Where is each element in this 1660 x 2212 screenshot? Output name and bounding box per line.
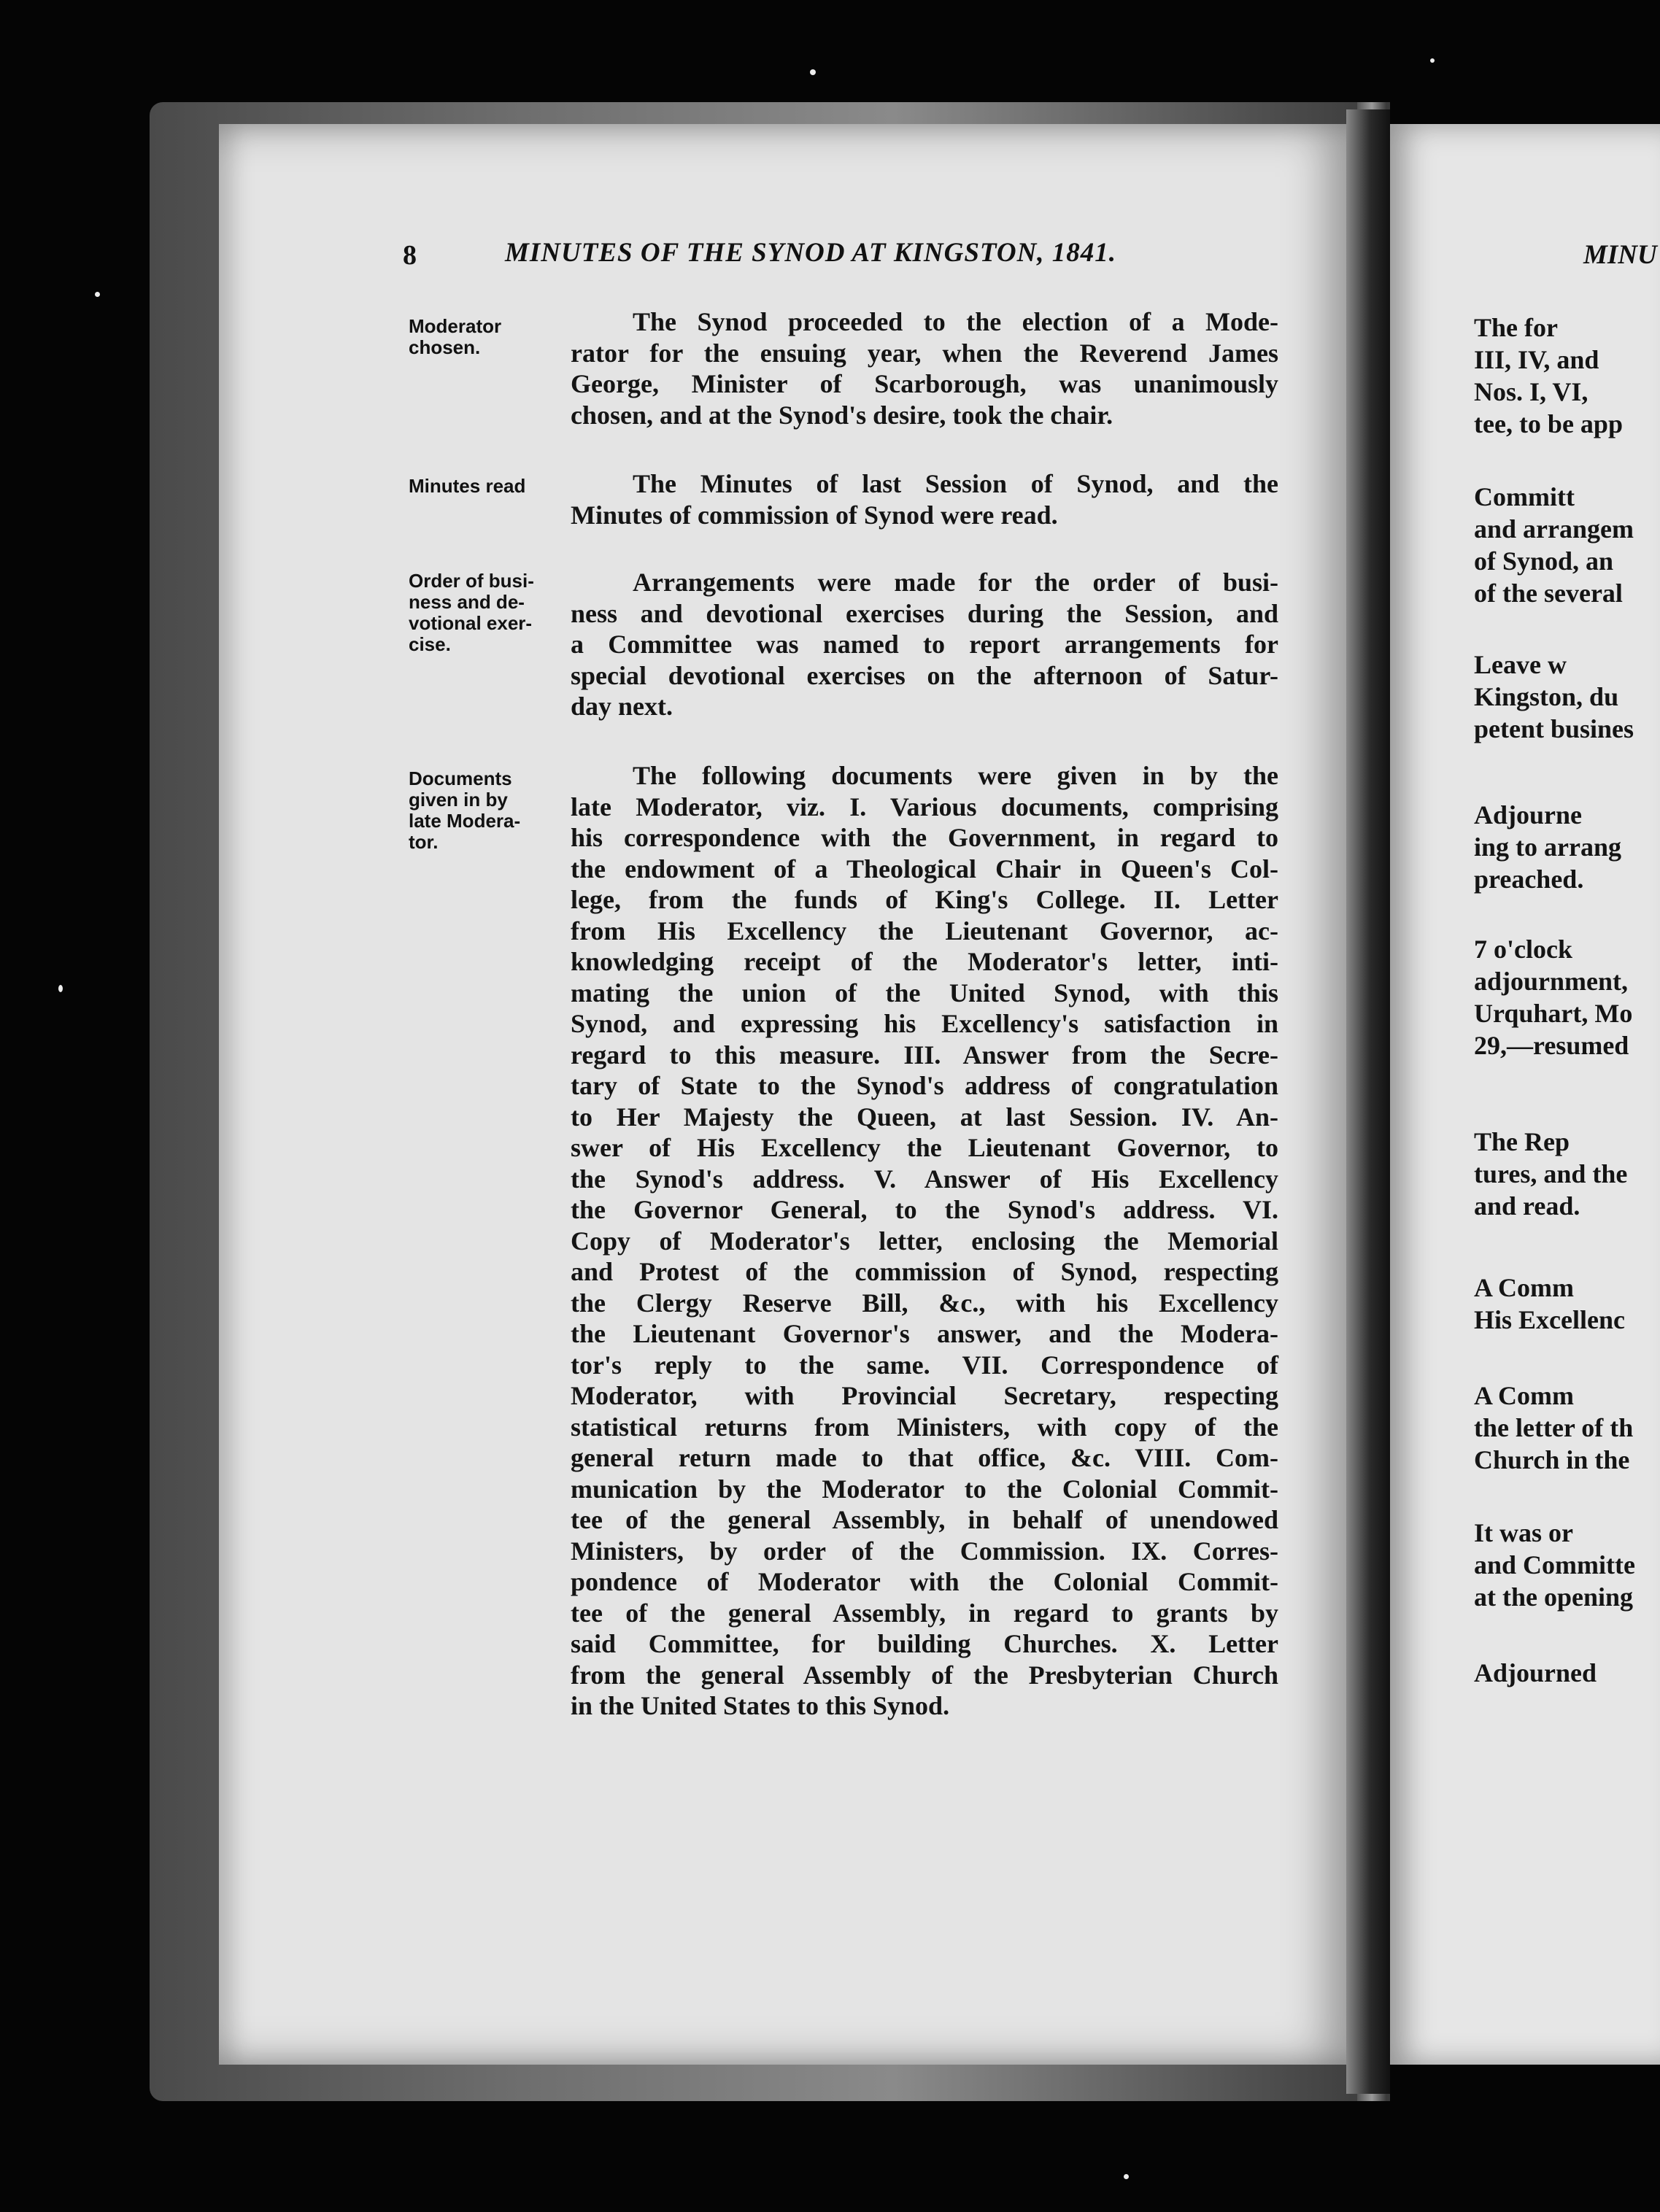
right-line: ing to arrang [1474,832,1621,862]
right-line: preached. [1474,865,1584,894]
film-speck [58,985,63,992]
right-line: adjournment, [1474,967,1629,996]
right-line: tee, to be app [1474,409,1623,438]
right-line: The for [1474,313,1558,342]
right-line: Kingston, du [1474,682,1619,711]
right-line: It was or [1474,1518,1573,1547]
side-note-documents-given: Documents given in by late Modera- tor. [409,767,521,853]
film-speck [95,292,100,297]
paragraph-order-of-business: Arrangements were made for the order of busi- ness and devotional exercises during the Session, and a Committee was named to report arrangements for special devotional exercises on the afternoon of Satur- day next. [571,568,1278,721]
right-line: 7 o'clock [1474,935,1572,964]
book-gutter [1346,109,1390,2094]
right-line: A Comm [1474,1381,1574,1410]
right-line: the letter of th [1474,1413,1634,1442]
film-speck [810,69,816,75]
right-line: and read. [1474,1191,1580,1221]
right-line: Leave w [1474,650,1567,679]
side-note-order-of-business: Order of busi- ness and de- votional exer- cise. [409,570,534,655]
right-line: of Synod, an [1474,546,1614,576]
right-line: The Rep [1474,1127,1570,1156]
right-line: Urquhart, Mo [1474,999,1633,1028]
page-number: 8 [403,240,417,271]
paragraph-minutes-read: The Minutes of last Session of Synod, and the Minutes of commission of Synod were read. [571,469,1278,530]
side-note-minutes-read: Minutes read [409,475,526,497]
side-note-moderator-chosen: Moderator chosen. [409,315,502,358]
right-line: 29,—resumed [1474,1031,1629,1060]
right-line: Nos. I, VI, [1474,377,1588,406]
paragraph-documents: The following documents were given in by the late Moderator, viz. I. Various documents, comprising his correspondence with the Government, in regard to the endowment of a Theological Chair in Queen's Col- lege, from the funds of King's College. II. Letter from His Excellency the Lieutenant Governor, ac- knowledging receipt of the Moderator's letter, inti- mating the union of the United Synod, with this Synod, and expressing his Excellency's satisfaction in regard to this measure. III. Answer from the Secre- tary of State to the Synod's address of congratulation to Her Majesty the Queen, at last Session. IV. An- swer of His Excellency the Lieutenant Governor, to the Synod's address. V. Answer of His Excellency the Governor General, to the Synod's address. VI. Copy of Moderator's letter, enclosing the Memorial and Protest of the commission of Synod, respecting the Clergy Reserve Bill, &c., with his Excellency the Lieutenant Governor's answer, and the Modera- tor's reply to the same. VII. Correspondence of Moderator, with Provincial Secretary, respecting statistical returns from Ministers, with copy of the general return made to that office, &c. VIII. Com- munication by the Moderator to the Colonial Commit- tee of the general Assembly, in behalf of unendowed Ministers, by order of the Commission. IX. Corres- pondence of Moderator with the Colonial Commit- tee of the general Assembly, in regard to grants by said Committee, for building Churches. X. Letter from the general Assembly of the Presbyterian Church in the United States to this Synod. [571,761,1278,1720]
right-line: petent busines [1474,714,1634,743]
right-line: of the several [1474,579,1623,608]
right-line: Adjourne [1474,800,1583,830]
right-line: Adjourned [1474,1658,1597,1687]
right-line: tures, and the [1474,1159,1628,1188]
right-line: and arrangem [1474,514,1634,544]
right-running-head: MINU [1583,240,1657,270]
running-head: MINUTES OF THE SYNOD AT KINGSTON, 1841. [505,238,1117,268]
paragraph-moderator-election: The Synod proceeded to the election of a Mode- rator for the ensuing year, when the Reverend James George, Minister of Scarborough, was unanimously chosen, and at the Synod's desire, took the chair. [571,307,1278,430]
film-speck [1430,58,1435,63]
film-speck [1124,2174,1129,2179]
right-line: Church in the [1474,1445,1630,1474]
right-line: and Committe [1474,1550,1635,1579]
right-line: His Excellenc [1474,1305,1625,1334]
right-line: at the opening [1474,1582,1634,1612]
right-line: Committ [1474,482,1575,511]
right-line: A Comm [1474,1273,1574,1302]
right-line: III, IV, and [1474,345,1599,374]
